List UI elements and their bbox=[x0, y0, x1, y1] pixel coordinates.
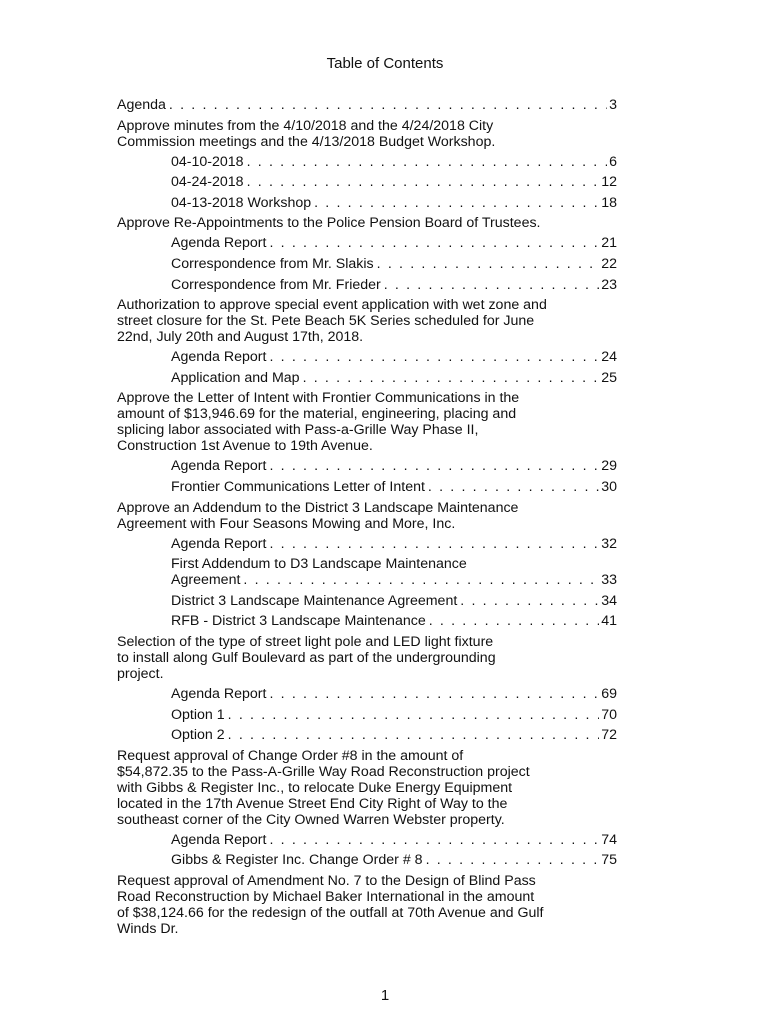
toc-entry[interactable] bbox=[117, 686, 617, 702]
dot-leader bbox=[269, 832, 599, 848]
toc-entry-page: 24 bbox=[601, 349, 617, 366]
dot-leader bbox=[247, 174, 600, 190]
toc-entry-page: 74 bbox=[601, 831, 617, 848]
dot-leader bbox=[460, 593, 599, 609]
dot-leader bbox=[428, 479, 599, 495]
dot-leader bbox=[169, 97, 607, 113]
toc-section-heading: Request approval of Amendment No. 7 to the Design of Blind Pass Road Reconstruction by Michael Baker International in the amount of $38,124.66 for the redesign of the outfall at 70th Avenue and Gulf Winds Dr. bbox=[117, 872, 544, 937]
toc-entry-page: 25 bbox=[601, 369, 617, 386]
dot-leader bbox=[384, 277, 599, 293]
toc-entry-page: 3 bbox=[609, 97, 617, 113]
toc-entry-page: 75 bbox=[601, 852, 617, 869]
toc-entry-page: 69 bbox=[601, 685, 617, 702]
toc-entry-page: 21 bbox=[601, 235, 617, 252]
toc-entry-label: Gibbs & Register Inc. Change Order # 8 bbox=[171, 852, 423, 869]
toc-entry-label: Frontier Communications Letter of Intent bbox=[171, 478, 425, 495]
toc-entry[interactable] bbox=[117, 556, 617, 588]
toc-entry[interactable] bbox=[117, 593, 617, 609]
toc-entry-page: 30 bbox=[601, 478, 617, 495]
toc-entry-label: Agenda Report bbox=[171, 349, 267, 366]
toc-entry-page: 22 bbox=[601, 255, 617, 272]
toc-entry-label: RFB - District 3 Landscape Maintenance bbox=[171, 613, 426, 630]
toc-entry-page: 72 bbox=[601, 727, 617, 744]
toc-entry[interactable] bbox=[117, 613, 617, 629]
toc-entry-label: Agreement bbox=[171, 572, 241, 589]
toc-entry[interactable] bbox=[117, 832, 617, 848]
toc-entry-label: Correspondence from Mr. Frieder bbox=[171, 276, 381, 293]
toc-entry[interactable] bbox=[117, 458, 617, 474]
toc-entry[interactable] bbox=[117, 256, 617, 272]
toc-entry-page: 23 bbox=[601, 276, 617, 293]
toc-entry[interactable] bbox=[117, 97, 617, 113]
toc-entry[interactable] bbox=[117, 727, 617, 743]
toc-entry[interactable] bbox=[117, 277, 617, 293]
toc-entry-label: 04-13-2018 Workshop bbox=[171, 194, 312, 211]
toc-entry[interactable] bbox=[117, 195, 617, 211]
toc-entry-label: 04-24-2018 bbox=[171, 174, 244, 191]
toc-entry[interactable] bbox=[117, 479, 617, 495]
toc-section-heading: Approve an Addendum to the District 3 Landscape Maintenance Agreement with Four Seasons Mowing and More, Inc. bbox=[117, 499, 519, 532]
toc-section-heading: Approve minutes from the 4/10/2018 and the 4/24/2018 City Commission meetings and the 4/13/2018 Budget Workshop. bbox=[117, 117, 496, 150]
toc-entry-page: 33 bbox=[601, 572, 617, 589]
page-number: 1 bbox=[380, 987, 390, 1004]
toc-section-heading: Selection of the type of street light pole and LED light fixture to install along Gulf Boulevard as part of the undergrounding project. bbox=[117, 633, 496, 682]
toc-entry[interactable] bbox=[117, 349, 617, 365]
toc-title: Table of Contents bbox=[326, 55, 444, 72]
toc-entry-page: 32 bbox=[601, 535, 617, 552]
toc-entry-label: Agenda Report bbox=[171, 458, 267, 475]
dot-leader bbox=[243, 572, 599, 588]
toc-entry-label: Agenda Report bbox=[171, 535, 267, 552]
toc-entry-label: Option 1 bbox=[171, 706, 225, 723]
toc-entry-page: 34 bbox=[601, 592, 617, 609]
dot-leader bbox=[228, 727, 600, 743]
toc-entry-label: Correspondence from Mr. Slakis bbox=[171, 255, 374, 272]
toc-section-heading: Approve the Letter of Intent with Frontier Communications in the amount of $13,946.69 for the material, engineering, placing and splicing labor associated with Pass-a-Grille Way Phase II, Construction 1st Avenue to 19th Avenue. bbox=[117, 390, 520, 455]
toc-entry[interactable] bbox=[117, 235, 617, 251]
dot-leader bbox=[377, 256, 600, 272]
toc-entry-page: 12 bbox=[601, 174, 617, 191]
toc-entry[interactable] bbox=[117, 707, 617, 723]
toc-entry-label: District 3 Landscape Maintenance Agreement bbox=[171, 592, 458, 609]
toc-entry-label: Option 2 bbox=[171, 727, 225, 744]
toc-entry-label: Application and Map bbox=[171, 369, 300, 386]
toc-entry-label: 04-10-2018 bbox=[171, 153, 244, 170]
toc-list bbox=[117, 97, 617, 941]
toc-entry-page: 41 bbox=[601, 613, 617, 630]
dot-leader bbox=[228, 707, 600, 723]
dot-leader bbox=[269, 235, 599, 251]
dot-leader bbox=[269, 536, 599, 552]
toc-entry-label: Agenda Report bbox=[171, 831, 267, 848]
toc-section-heading: Request approval of Change Order #8 in the amount of $54,872.35 to the Pass-A-Grille Way Road Reconstruction project with Gibbs & Register Inc., to relocate Duke Energy Equipment located in the 17th Avenue Street End City Right of Way to the southeast corner of the City Owned Warren Webster property. bbox=[117, 747, 530, 828]
toc-entry-page: 6 bbox=[609, 153, 617, 170]
dot-leader bbox=[269, 349, 599, 365]
toc-entry-page: 70 bbox=[601, 706, 617, 723]
dot-leader bbox=[269, 458, 599, 474]
toc-entry[interactable] bbox=[117, 174, 617, 190]
toc-section-heading: Approve Re-Appointments to the Police Pension Board of Trustees. bbox=[117, 215, 541, 232]
dot-leader bbox=[426, 852, 600, 868]
toc-entry-label-line1: First Addendum to D3 Landscape Maintenance bbox=[171, 556, 467, 573]
dot-leader bbox=[314, 195, 599, 211]
dot-leader bbox=[269, 686, 599, 702]
toc-entry[interactable] bbox=[117, 154, 617, 170]
toc-entry-label: Agenda Report bbox=[171, 685, 267, 702]
dot-leader bbox=[429, 613, 600, 629]
toc-entry-page: 18 bbox=[601, 194, 617, 211]
toc-entry[interactable] bbox=[117, 370, 617, 386]
toc-section-heading: Authorization to approve special event application with wet zone and street closure for the St. Pete Beach 5K Series scheduled for June 22nd, July 20th and August 17th, 2018. bbox=[117, 297, 547, 346]
toc-entry[interactable] bbox=[117, 852, 617, 868]
dot-leader bbox=[247, 154, 608, 170]
toc-entry-label: Agenda Report bbox=[171, 235, 267, 252]
toc-entry-label: Agenda bbox=[117, 97, 166, 113]
toc-entry-page: 29 bbox=[601, 458, 617, 475]
toc-entry[interactable] bbox=[117, 536, 617, 552]
dot-leader bbox=[303, 370, 600, 386]
